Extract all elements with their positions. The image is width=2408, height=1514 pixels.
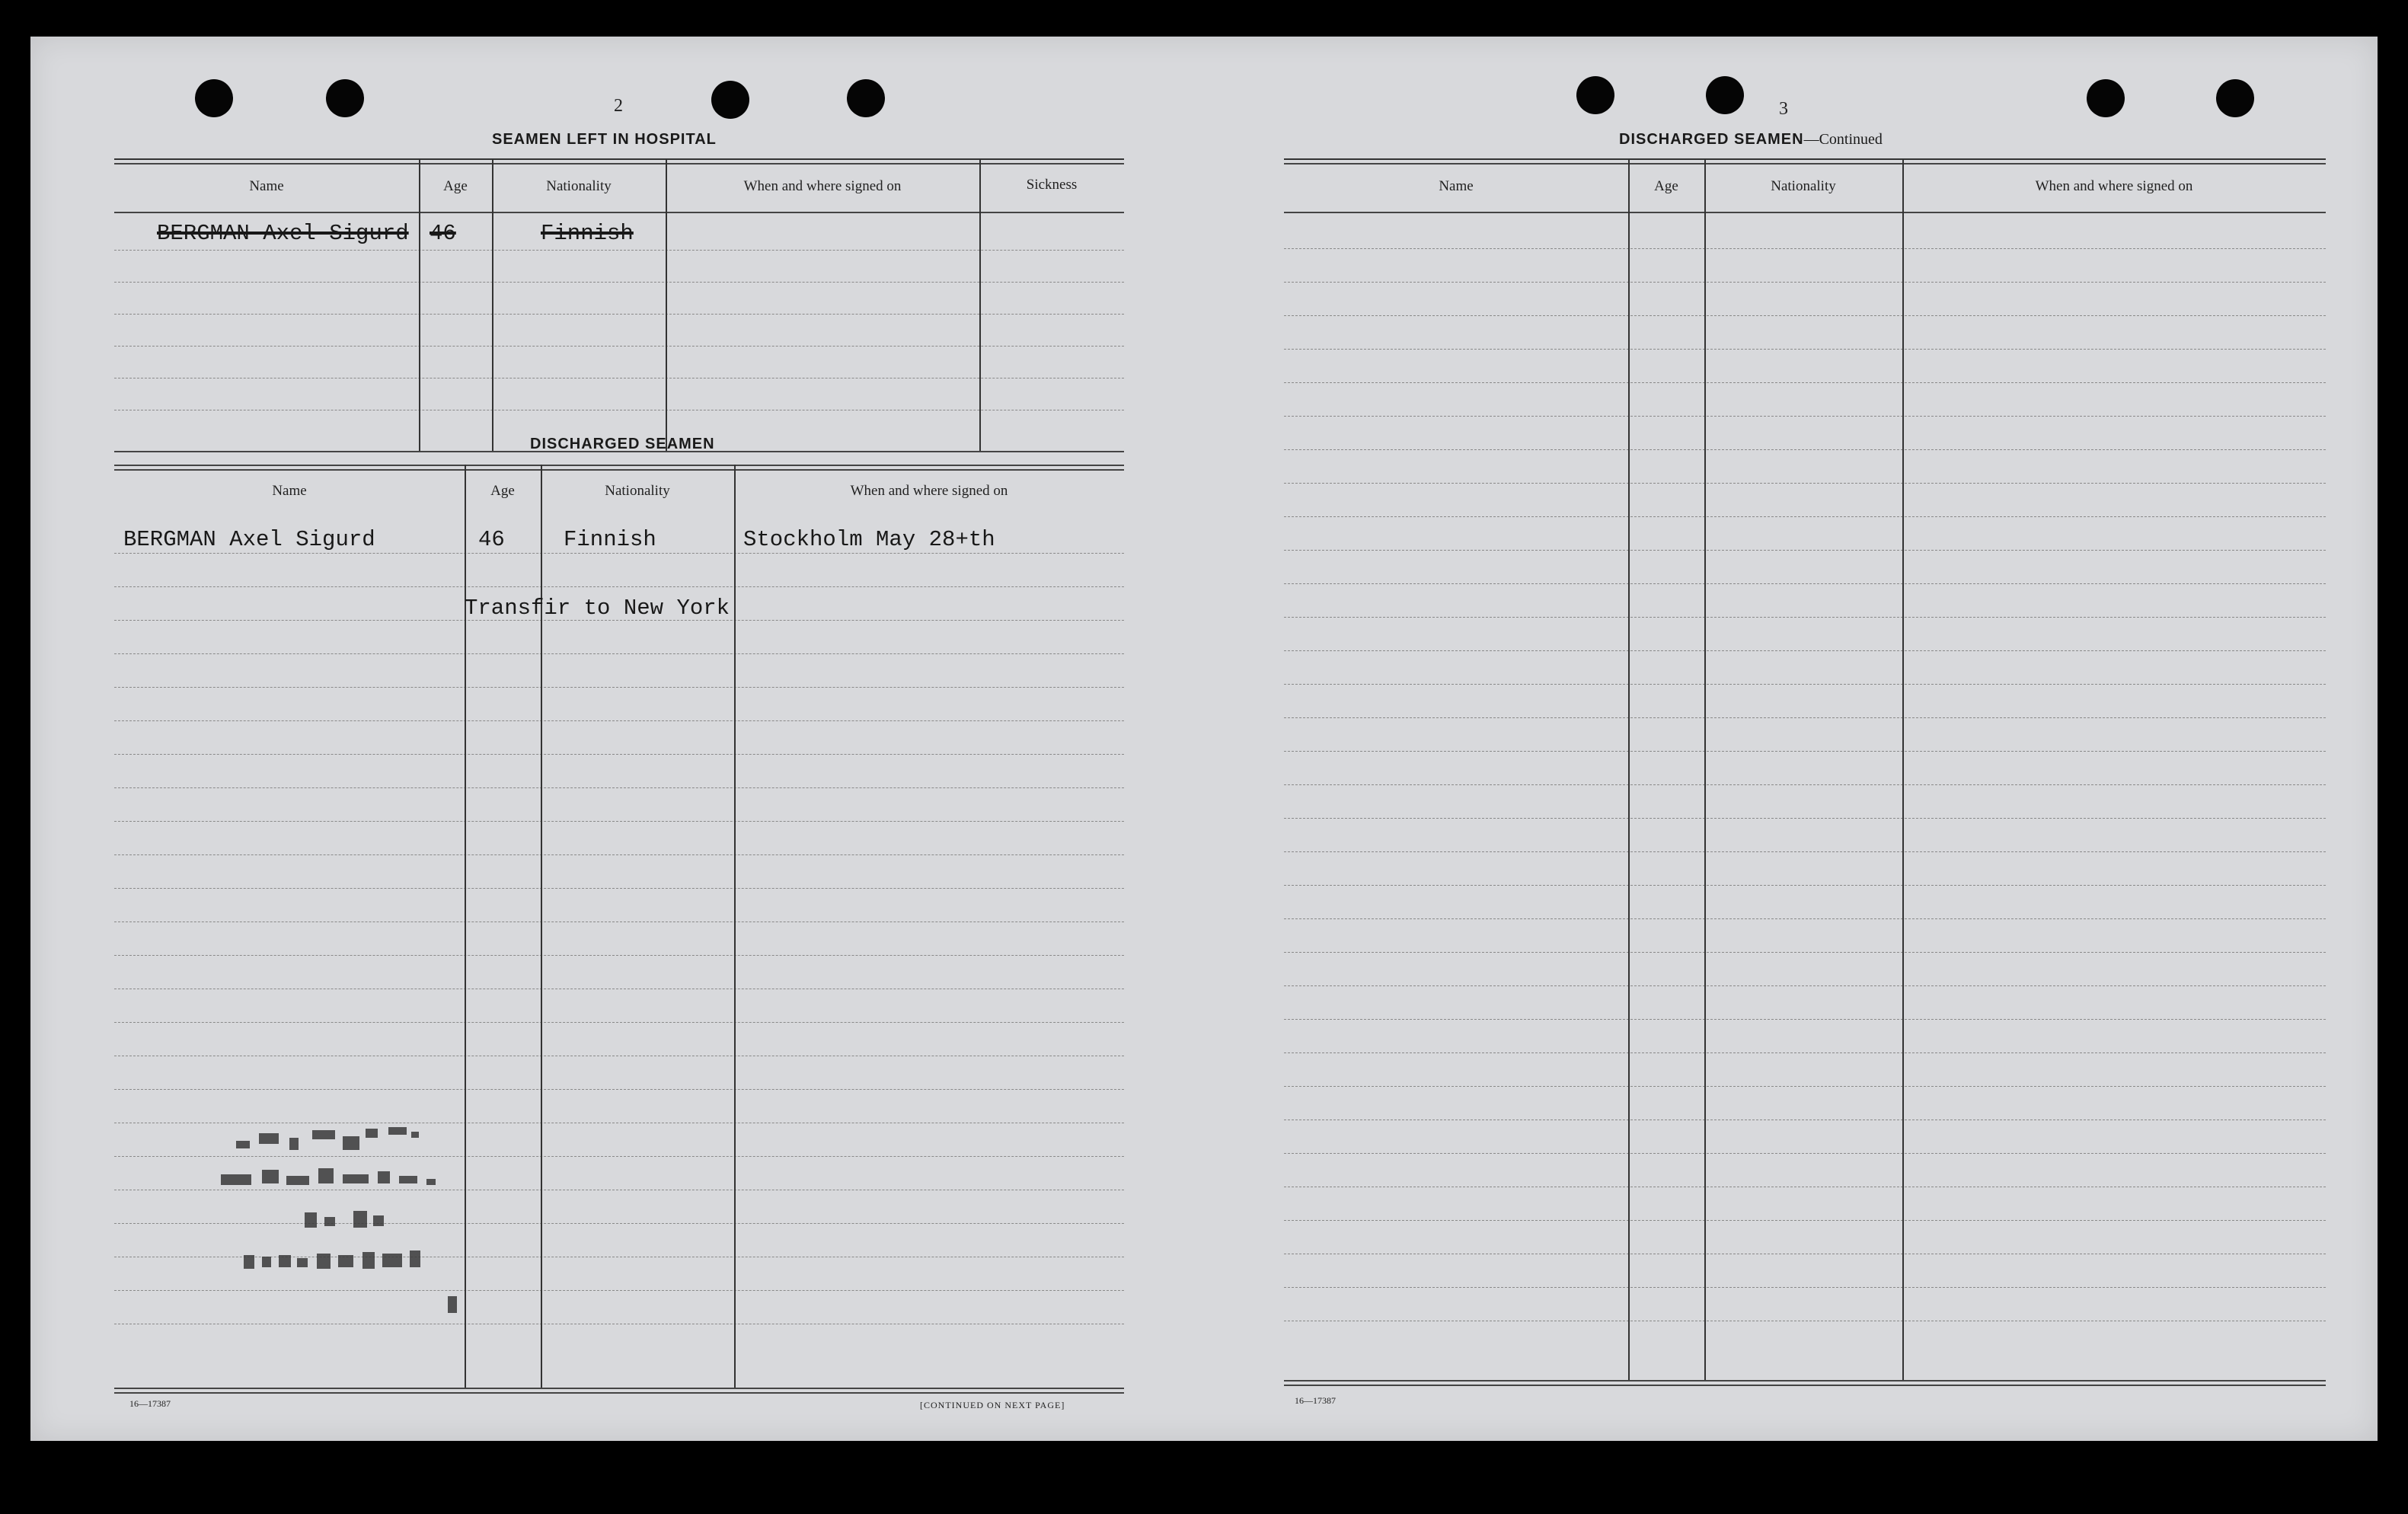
left-form-number: 16—17387 (129, 1398, 171, 1409)
col-header-signed-on: When and where signed on (850, 483, 1008, 499)
right-form-number: 16—17387 (1295, 1395, 1336, 1406)
discharged-row-name: BERGMAN Axel Sigurd (123, 527, 375, 552)
col-header-nationality: Nationality (605, 483, 670, 499)
discharged-section-title: DISCHARGED SEAMEN (530, 436, 715, 452)
ink-stamp (183, 1110, 518, 1369)
col-header-signed-on: When and where signed on (2035, 178, 2193, 194)
hospital-row-age: 46 (430, 221, 456, 246)
punch-hole (1706, 76, 1744, 114)
continued-note: [CONTINUED ON NEXT PAGE] (920, 1400, 1065, 1410)
punch-hole (847, 79, 885, 117)
discharged-continued-table (1284, 158, 2329, 1389)
col-header-name: Name (249, 178, 284, 194)
col-header-age: Age (443, 178, 468, 194)
punch-hole (2216, 79, 2254, 117)
transfer-note: Transfir to New York (465, 596, 730, 621)
hospital-section-title: SEAMEN LEFT IN HOSPITAL (492, 131, 717, 148)
col-header-name: Name (272, 483, 307, 499)
punch-hole (711, 81, 749, 119)
col-header-age: Age (1654, 178, 1678, 194)
punch-hole (326, 79, 364, 117)
col-header-signed-on: When and where signed on (743, 178, 902, 194)
document-sheet (30, 37, 2378, 1441)
right-section-title: DISCHARGED SEAMEN—Continued (1619, 131, 1883, 148)
punch-hole (195, 79, 233, 117)
hospital-row-nationality: Finnish (541, 221, 634, 246)
right-page-number: 3 (1779, 99, 1788, 119)
discharged-row-nationality: Finnish (564, 527, 656, 552)
col-header-name: Name (1439, 178, 1474, 194)
hospital-table (114, 158, 1127, 454)
col-header-age: Age (490, 483, 515, 499)
hospital-row-name: BERGMAN Axel Sigurd (157, 221, 409, 246)
punch-hole (1576, 76, 1614, 114)
discharged-row-age: 46 (478, 527, 505, 552)
punch-hole (2087, 79, 2125, 117)
col-header-nationality: Nationality (546, 178, 612, 194)
col-header-nationality: Nationality (1771, 178, 1836, 194)
col-header-sickness: Sickness (1026, 177, 1078, 193)
discharged-row-signed-on: Stockholm May 28+th (743, 527, 995, 552)
left-page-number: 2 (614, 96, 623, 116)
